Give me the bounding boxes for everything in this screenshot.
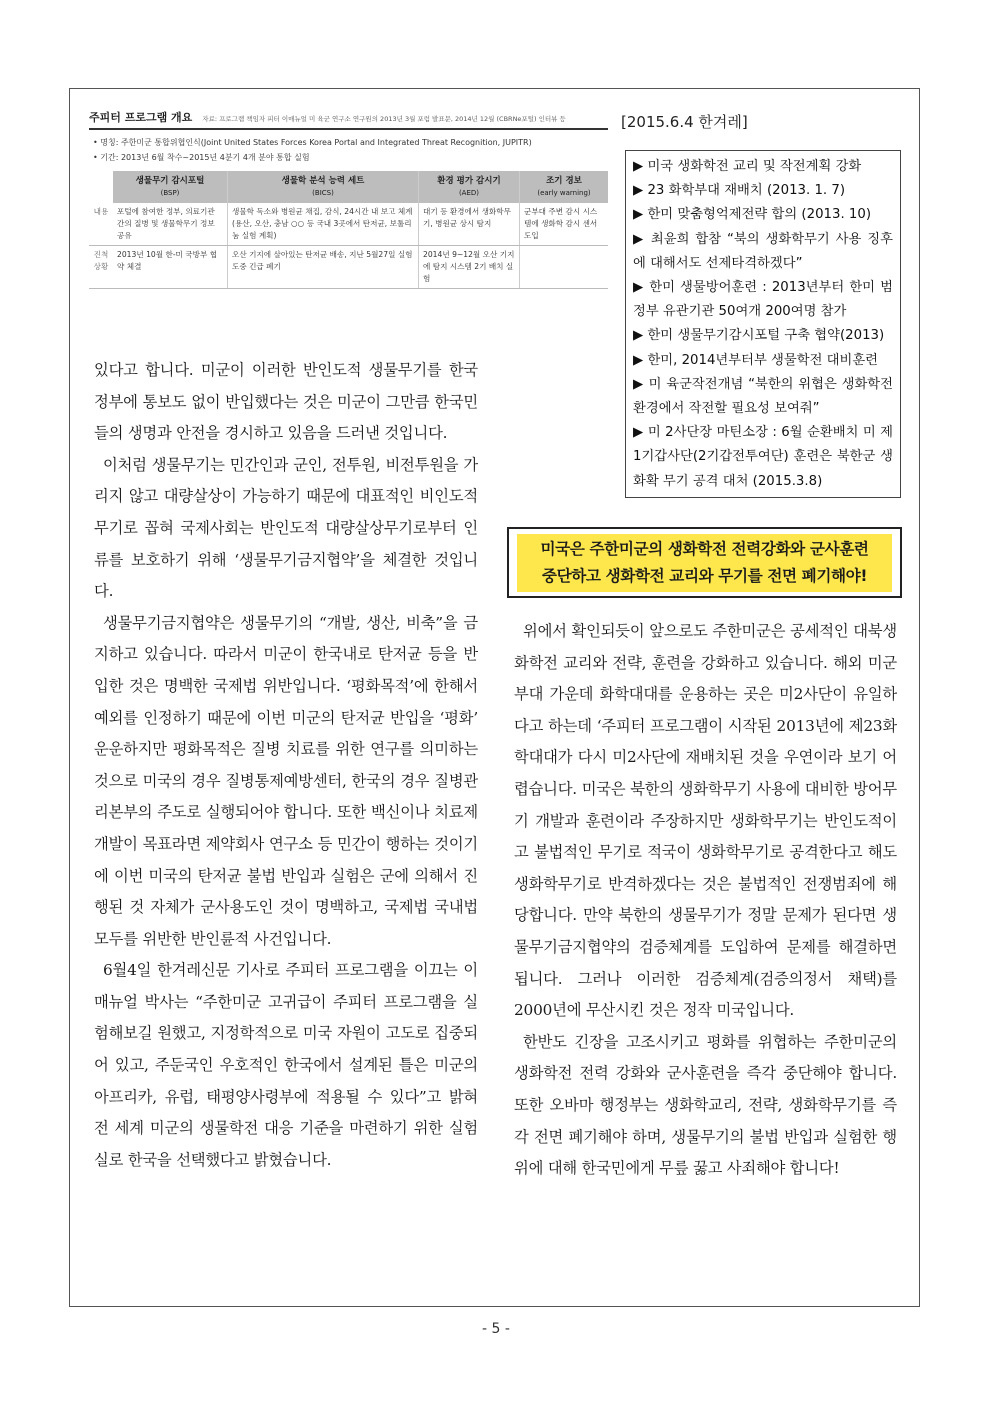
page-number: - 5 - [482, 1321, 510, 1337]
news-summary-box [625, 150, 901, 498]
figure-table [89, 171, 608, 289]
news-item: ▶ 미 육군작전개념 “북한의 위협은 생화학전 환경에서 작전할 필요성 보여줘” [633, 376, 893, 417]
table-row [89, 203, 608, 246]
table-cell: 군부대 주변 감시 시스템에 생화학 감시 센서 도입 [520, 203, 609, 246]
table-cell: 생물학 독소와 병원균 채집, 감식, 24시간 내 보고 체계 (용산, 오산, 충남 ○○ 등 국내 3곳에서 탄저균, 보툴리눔 실험 계획) [228, 203, 419, 246]
table-column-header: 조기 경보 (early warning) [520, 171, 609, 203]
jupiter-program-figure [89, 109, 608, 342]
body-paragraph: 이처럼 생물무기는 민간인과 군인, 전투원, 비전투원을 가리지 않고 대량살상이 가능하기 때문에 대표적인 비인도적 무기로 꼽혀 국제사회는 반인도적 대량살상무기로부터 인류를 보호하기 위해 ‘생물무기금지협약’을 체결한 것입니다. [94, 455, 478, 601]
table-row [89, 246, 608, 289]
figure-bullet-name: • 명칭: 주한미군 통합위협인식(Joint United States Forces Korea Portal and Integrated Threat Recognition, JUPITR) [93, 138, 532, 147]
body-paragraph: 6월4일 한겨레신문 기사로 주피터 프로그램을 이끄는 이매뉴얼 박사는 “주한미군 고귀급이 주피터 프로그램을 실험해보길 원했고, 지정학적으로 미국 자원이 고도로 집중되어 있고, 주둔국인 우호적인 한국에서 설계된 틀은 미군의 아프리카, 유럽, 태평양사령부에 적용될 수 있다”고 밝혀 전 세계 미군의 생물학전 대응 기준을 마련하기 위한 실험실로 한국을 선택했다고 밝혔습니다. [94, 961, 478, 1169]
news-item: ▶ 한미, 2014년부터부 생물학전 대비훈련 [633, 352, 879, 368]
table-cell: 2013년 10월 한-미 국방부 협약 체결 [113, 246, 228, 289]
table-cell: 대기 등 환경에서 생화학무기, 병원균 상시 탐지 [419, 203, 520, 246]
body-paragraph: 한반도 긴장을 고조시키고 평화를 위협하는 주한미군의 생화학전 전력 강화와 군사훈련을 즉각 중단해야 합니다. 또한 오바마 행정부는 생화학교리, 전략, 생화학무기를 즉각 전면 폐기해야 하며, 생물무기의 불법 반입과 실험한 행위에 대해 한국민에게 무릎 꿇고 사죄해야 합니다! [514, 1032, 897, 1178]
news-item: ▶ 미 2사단장 마틴소장 : 6월 순환배치 미 제1기갑사단(2기갑전투여단) 훈련은 북한군 생화확 무기 공격 대처 (2015.3.8) [633, 425, 893, 489]
table-column-header: 환경 평가 감시기 (AED) [419, 171, 520, 203]
source-note: [2015.6.4 한겨레] [621, 113, 748, 131]
left-column [94, 355, 478, 1176]
right-column [514, 616, 897, 1185]
news-item: ▶ 미국 생화학전 교리 및 작전계획 강화 [633, 159, 862, 174]
body-paragraph: 위에서 확인되듯이 앞으로도 주한미군은 공세적인 대북생화학전 교리와 전략, 훈련을 강화하고 있습니다. 해외 미군부대 가운데 화학대대를 운용하는 곳은 미2사단이 유일하다고 하는데 ‘주피터 프로그램이 시작된 2013년에 제23화학대대가 다시 미2사단에 재배치된 것을 우연이라 보기 어렵습니다. 미국은 북한의 생화학무기 사용에 대비한 방어무기 개발과 훈련이라 주장하지만 생화학무기는 반인도적이고 불법적인 무기로 적국이 생화학무기로 공격한다고 해도 생화학무기로 반격하겠다는 것은 불법적인 전쟁범죄에 해당합니다. 만약 북한의 생물무기가 정말 문제가 된다면 생물무기금지협약의 검증체계를 도입하여 문제를 해결하면 됩니다. 그러나 이러한 검증체계(검증의정서 채택)를 2000년에 무산시킨 것은 정작 미국입니다. [514, 622, 897, 1020]
table-column-header: 생물학 분석 능력 세트 (BICS) [228, 171, 419, 203]
news-item: ▶ 한미 맞춤형억제전략 합의 (2013. 10) [633, 207, 872, 223]
figure-header [89, 109, 608, 130]
table-cell: 포털에 참여한 정부, 의료기관 간의 질병 및 생물학무기 정보 공유 [113, 203, 228, 246]
headline-line: 미국은 주한미군의 생화학전 전력강화와 군사훈련 [540, 539, 869, 558]
figure-source: 자료: 프로그램 책임자 피터 이매뉴얼 미 육군 연구소 연구원의 2013년 3월 포럼 발표문, 2014년 12월 (CBRNe포털) 인터뷰 등 [202, 115, 566, 123]
headline-highlight [517, 534, 892, 592]
table-row-header: 진척 상황 [89, 246, 113, 289]
table-header-row [89, 171, 608, 203]
body-paragraph: 있다고 합니다. 미군이 이러한 반인도적 생물무기를 한국 정부에 통보도 없이 반입했다는 것은 미군이 그만큼 한국민들의 생명과 안전을 경시하고 있음을 드러낸 것입니다. [94, 361, 478, 443]
headline-line: 중단하고 생화학전 교리와 무기를 전면 폐기해야! [541, 566, 868, 585]
figure-bullet-period: • 기간: 2013년 6월 착수~2015년 4분기 4개 분야 통합 실험 [93, 153, 310, 162]
table-corner [89, 171, 113, 203]
headline-box [507, 527, 902, 598]
body-paragraph: 생물무기금지협약은 생물무기의 “개발, 생산, 비축”을 금지하고 있습니다. 따라서 미군이 한국내로 탄저균 등을 반입한 것은 명백한 국제법 위반입니다. ‘평화목적’에 한해서 예외를 인정하기 때문에 이번 미군의 탄저균 반입을 ‘평화’ 운운하지만 평화목적은 질병 치료를 위한 연구를 의미하는 것으로 미국의 경우 질병통제예방센터, 한국의 경우 질병관리본부의 주도로 실행되어야 합니다. 또한 백신이나 치료제 개발이 목표라면 제약회사 연구소 등 민간이 행하는 것이기에 이번 미국의 탄저균 불법 반입과 실험은 군에 의해서 진행된 것 자체가 군사용도인 것이 명백하고, 국제법 국내법 모두를 위반한 반인륜적 사건입니다. [94, 613, 478, 948]
news-item: ▶ 23 화학부대 재배치 (2013. 1. 7) [633, 183, 846, 199]
table-column-header: 생물무기 감시포털 (BSP) [113, 171, 228, 203]
table-cell: 오산 기지에 살아있는 탄저균 배송, 지난 5월27일 실험 도중 긴급 폐기 [228, 246, 419, 289]
table-row-header: 내용 [89, 203, 113, 246]
news-item: ▶ 한미 생물방어훈련 : 2013년부터 한미 범정부 유관기관 50여개 200여명 참가 [633, 280, 893, 320]
table-cell: 2014년 9~12월 오산 기지에 탐지 시스템 2기 배치 실험 [419, 246, 520, 289]
news-item: ▶ 한미 생물무기감시포털 구축 협약(2013) [633, 328, 885, 344]
news-item: ▶ 최윤희 합참 “북의 생화학무기 사용 징후에 대해서도 선제타격하겠다” [633, 231, 893, 271]
table-cell [520, 246, 609, 289]
figure-bullets [89, 130, 608, 168]
figure-title: 주피터 프로그램 개요 [89, 111, 193, 124]
